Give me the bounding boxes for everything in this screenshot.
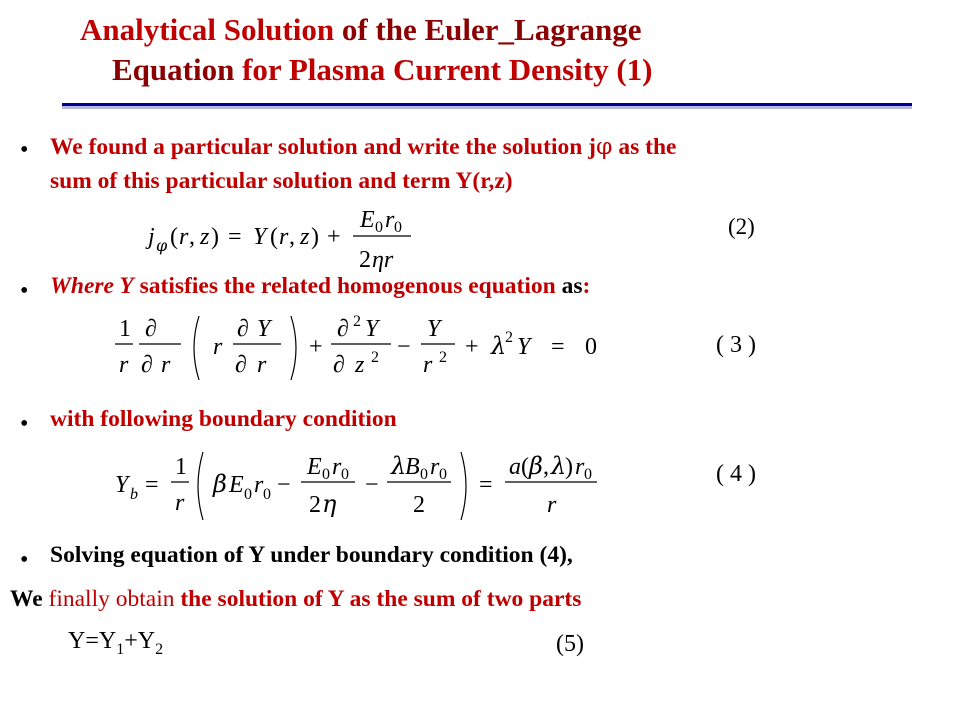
conclusion-text: [10, 582, 581, 616]
bullet-2-rest: satisfies the related homogenous equation: [133, 273, 562, 299]
svg-text:−: −: [365, 472, 379, 498]
svg-text:+: +: [327, 224, 341, 250]
svg-text:E: E: [307, 454, 322, 480]
equation-number-2: (2): [728, 214, 755, 239]
svg-text:r: r: [119, 352, 129, 378]
equation-number-5: (5): [556, 631, 584, 657]
slide-title-line1: [80, 10, 641, 50]
svg-text:λ: λ: [551, 452, 567, 480]
equation-5-sub2: 2: [155, 640, 164, 658]
bullet-1-line1: We found a particular solution and write the solution j: [50, 134, 596, 160]
equation-number-4: (4): [716, 461, 762, 487]
svg-text:=: =: [551, 334, 565, 360]
svg-text:λ: λ: [491, 332, 507, 360]
svg-text:r: r: [175, 490, 185, 516]
title-text-part3: Equation: [112, 52, 235, 87]
svg-text:2: 2: [371, 349, 379, 366]
svg-text:0: 0: [439, 466, 447, 483]
svg-text:r: r: [575, 454, 585, 480]
equation-5-y: Y=Y: [68, 628, 117, 654]
svg-text:Y: Y: [427, 316, 441, 342]
svg-text:,: ,: [289, 224, 295, 250]
svg-text:E: E: [229, 472, 244, 498]
equation-5: [68, 628, 163, 659]
svg-text:∂: ∂: [337, 316, 349, 342]
svg-text:z: z: [200, 224, 210, 250]
bullet-marker: •: [20, 547, 29, 573]
bullet-4-text: [50, 538, 573, 572]
svg-text:r: r: [213, 334, 223, 360]
bullet-marker: •: [20, 278, 29, 304]
equation-number-3: (3): [716, 332, 762, 358]
bullet-2-colon: :: [582, 273, 591, 299]
title-text-part4: for Plasma Current Density (1): [234, 52, 653, 87]
svg-text:r: r: [161, 352, 171, 378]
svg-text:∂: ∂: [141, 352, 153, 378]
svg-text:b: b: [130, 486, 138, 503]
svg-text:φ: φ: [156, 236, 168, 255]
equation-4: [115, 446, 625, 526]
svg-text:=: =: [228, 224, 242, 250]
bullet-1-line2: sum of this particular solution and term Y(r,z): [50, 168, 513, 194]
svg-text:∂: ∂: [333, 352, 345, 378]
phi-symbol: φ: [596, 132, 613, 160]
svg-text:0: 0: [585, 334, 597, 360]
equation-3: [115, 308, 615, 388]
svg-text:−: −: [277, 472, 291, 498]
svg-text:r: r: [430, 454, 440, 480]
bullet-3-text: with following boundary condition: [50, 406, 397, 432]
bullet-1-line1-end: as the: [612, 134, 677, 160]
svg-text:E: E: [360, 207, 375, 233]
slide-title-line2: [112, 50, 653, 90]
svg-text:λ: λ: [391, 452, 407, 480]
svg-text:∂: ∂: [145, 316, 157, 342]
svg-text:0: 0: [375, 219, 383, 236]
svg-text:Y: Y: [257, 316, 271, 342]
equation-5-plus: +Y: [124, 628, 156, 654]
svg-text:−: −: [397, 334, 411, 360]
svg-text:∂: ∂: [235, 352, 247, 378]
svg-text:j: j: [148, 224, 155, 250]
svg-text:2: 2: [505, 329, 513, 346]
svg-text:0: 0: [584, 466, 592, 483]
svg-text:=: =: [479, 472, 493, 498]
svg-text:): ): [211, 224, 219, 250]
svg-text:β: β: [213, 470, 227, 498]
equation-5-sub1: 1: [116, 640, 125, 658]
svg-text:2: 2: [413, 492, 425, 518]
svg-text:0: 0: [341, 466, 349, 483]
bullet-marker: •: [20, 411, 29, 437]
svg-text:1: 1: [119, 316, 131, 342]
svg-text:r: r: [179, 224, 189, 250]
svg-text:2: 2: [359, 247, 371, 273]
bullet-2-italic: Where Y: [50, 273, 134, 299]
svg-text:∂: ∂: [237, 316, 249, 342]
svg-text:β: β: [529, 452, 543, 480]
svg-text:0: 0: [394, 219, 402, 236]
conclusion-we: We: [10, 586, 43, 612]
svg-text:2: 2: [309, 492, 321, 518]
svg-text:r: r: [547, 492, 557, 518]
svg-text:0: 0: [263, 486, 271, 503]
bullet-2-as: as: [561, 273, 583, 299]
svg-text:Y: Y: [115, 472, 129, 498]
svg-text:Y: Y: [253, 224, 267, 250]
svg-text:r: r: [257, 352, 267, 378]
svg-text:+: +: [309, 334, 323, 360]
conclusion-rest: the solution of Y as the sum of two parts: [180, 586, 582, 612]
svg-text:B: B: [405, 454, 420, 480]
svg-text:=: =: [145, 472, 159, 498]
conclusion-finally: finally obtain: [42, 586, 181, 612]
svg-text:,: ,: [189, 224, 195, 250]
svg-text:z: z: [300, 224, 310, 250]
svg-text:a: a: [509, 454, 521, 480]
svg-text:): ): [565, 454, 573, 480]
svg-text:r: r: [385, 207, 395, 233]
svg-text:2: 2: [439, 349, 447, 366]
title-text-part2: of the Euler_Lagrange: [341, 12, 642, 47]
svg-text:,: ,: [543, 454, 549, 480]
svg-text:2: 2: [353, 313, 361, 330]
title-text-part1: Analytical Solution: [80, 12, 342, 47]
svg-text:r: r: [423, 352, 433, 378]
svg-text:r: r: [332, 454, 342, 480]
svg-text:ηr: ηr: [372, 247, 394, 273]
title-underline: [62, 103, 912, 106]
svg-text:0: 0: [420, 466, 428, 483]
svg-text:Y: Y: [517, 334, 531, 360]
svg-text:+: +: [465, 334, 479, 360]
svg-text:(: (: [270, 224, 278, 250]
bullet-2-text: [50, 269, 590, 303]
svg-text:Y: Y: [365, 316, 379, 342]
bullet-4-content: Solving equation of Y under boundary condition (4),: [50, 542, 573, 568]
svg-text:0: 0: [244, 486, 252, 503]
svg-text:): ): [311, 224, 319, 250]
bullet-marker: •: [20, 137, 29, 163]
svg-text:0: 0: [322, 466, 330, 483]
svg-text:η: η: [322, 490, 337, 518]
svg-text:(: (: [521, 454, 529, 480]
svg-text:r: r: [279, 224, 289, 250]
svg-text:(: (: [170, 224, 178, 250]
svg-text:1: 1: [175, 454, 187, 480]
equation-2: [148, 198, 478, 278]
svg-text:z: z: [355, 352, 365, 378]
svg-text:r: r: [254, 472, 264, 498]
bullet-1-text: [50, 129, 930, 198]
